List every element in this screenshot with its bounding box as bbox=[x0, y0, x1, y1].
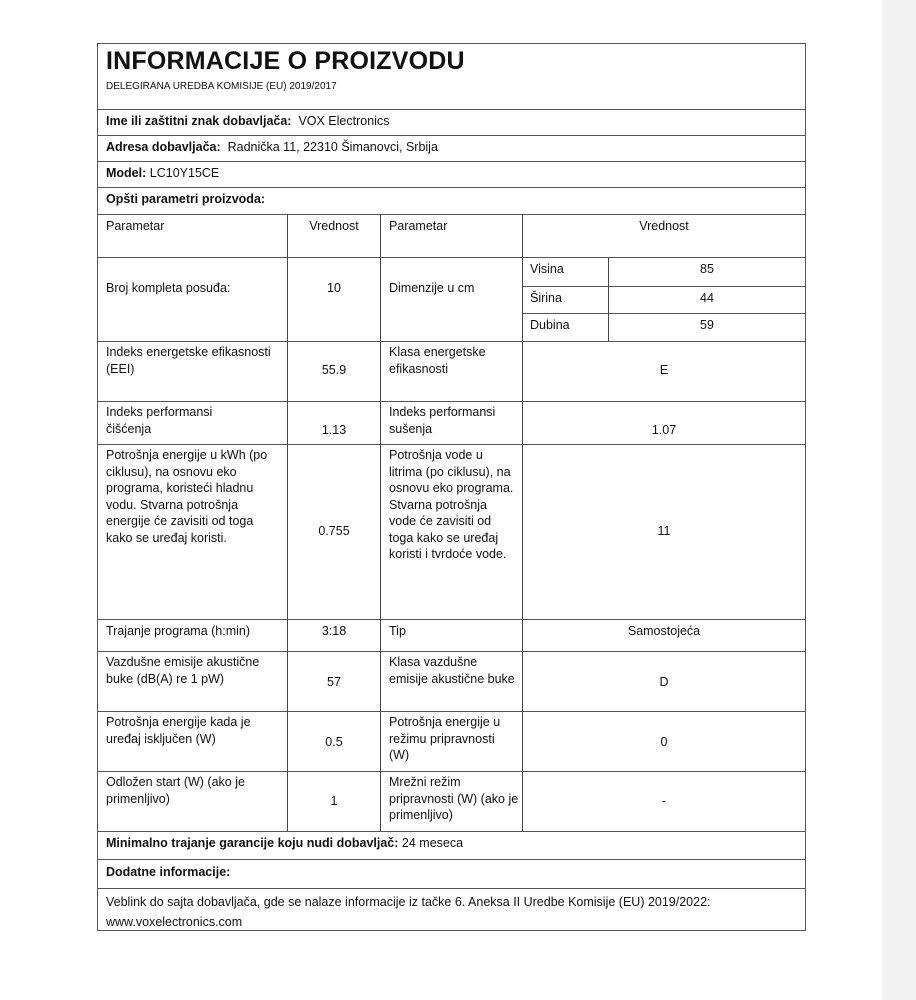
weblink-row bbox=[106, 892, 746, 932]
model-row bbox=[106, 165, 801, 182]
page-margin-strip bbox=[882, 0, 916, 1000]
value-standby-power: 0 bbox=[660, 735, 668, 749]
value-type: Samostojeća bbox=[627, 624, 701, 638]
param-program-duration: Trajanje programa (h:min) bbox=[106, 624, 251, 638]
product-information-sheet bbox=[97, 43, 806, 931]
value-cleaning-index: 1.13 bbox=[321, 423, 347, 437]
warranty-row bbox=[106, 835, 801, 852]
value-noise-emission: 57 bbox=[327, 675, 341, 689]
model-label: Model: bbox=[106, 166, 147, 180]
page-title: INFORMACIJE O PROIZVODU bbox=[106, 47, 465, 75]
weblink-text: Veblink do sajta dobavljača, gde se nalaze informacije iz tačke 6. Aneksa II Uredbe Komisije (EU) 2019/2022: bbox=[106, 895, 711, 909]
address-row bbox=[106, 139, 801, 156]
param-eei: Indeks energetske efikasnosti (EEI) bbox=[106, 345, 271, 376]
param-noise-class: Klasa vazdušne emisije akustične buke bbox=[389, 655, 515, 686]
param-off-mode-power: Potrošnja energije kada je uređaj isključen (W) bbox=[106, 715, 251, 746]
address-label: Adresa dobavljača: bbox=[106, 140, 221, 154]
value-networked-standby: - bbox=[661, 794, 667, 808]
value-water-consumption: 11 bbox=[657, 524, 671, 538]
param-dimensions: Dimenzije u cm bbox=[389, 281, 475, 295]
supplier-value: VOX Electronics bbox=[298, 114, 390, 128]
param-drying-index: Indeks performansi sušenja bbox=[389, 405, 496, 436]
additional-info-label: Dodatne informacije: bbox=[106, 865, 231, 879]
header-parametar-1: Parametar bbox=[106, 219, 165, 233]
param-energy-consumption: Potrošnja energije u kWh (po ciklusu), na osnovu eko programa, koristeći hladnu vodu. Stvarna potrošnja energije će zavisiti od toga kako se uređaj koristi. bbox=[106, 448, 268, 545]
param-energy-class: Klasa energetske efikasnosti bbox=[389, 345, 486, 376]
value-eei: 55.9 bbox=[321, 363, 347, 377]
warranty-label: Minimalno trajanje garancije koju nudi dobavljač: bbox=[106, 836, 399, 850]
param-delay-start: Odložen start (W) (ako je primenljivo) bbox=[106, 775, 245, 806]
param-noise-emission: Vazdušne emisije akustične buke (dB(A) re 1 pW) bbox=[106, 655, 260, 686]
param-cleaning-index: Indeks performansi čišćenja bbox=[106, 405, 213, 436]
value-energy-consumption: 0.755 bbox=[318, 524, 350, 538]
param-dish-sets: Broj kompleta posuđa: bbox=[106, 281, 231, 295]
dim-height-label: Visina bbox=[530, 262, 564, 276]
warranty-value: 24 meseca bbox=[401, 836, 464, 850]
header-vrednost-1: Vrednost bbox=[309, 219, 359, 233]
dim-depth-label: Dubina bbox=[530, 318, 570, 332]
param-networked-standby: Mrežni režim pripravnosti (W) (ako je primenljivo) bbox=[389, 775, 519, 822]
value-noise-class: D bbox=[659, 675, 669, 689]
supplier-website-link[interactable]: www.voxelectronics.com bbox=[106, 915, 243, 929]
dim-depth-value: 59 bbox=[700, 318, 714, 332]
dim-width-value: 44 bbox=[700, 291, 714, 305]
param-water-consumption: Potrošnja vode u litrima (po ciklusu), na osnovu eko programa. Stvarna potrošnja vode će zavisiti od toga kako se uređaj koristi i tvrdoće vode. bbox=[389, 448, 514, 561]
general-params-label: Opšti parametri proizvoda: bbox=[106, 192, 266, 206]
param-standby-power: Potrošnja energije u režimu pripravnosti (W) bbox=[389, 715, 501, 762]
address-value: Radnička 11, 22310 Šimanovci, Srbija bbox=[227, 140, 438, 154]
value-program-duration: 3:18 bbox=[321, 624, 347, 638]
regulation-subtitle: DELEGIRANA UREDBA KOMISIJE (EU) 2019/2017 bbox=[106, 81, 337, 92]
supplier-label: Ime ili zaštitni znak dobavljača: bbox=[106, 114, 292, 128]
dim-width-label: Širina bbox=[530, 291, 562, 305]
value-delay-start: 1 bbox=[330, 794, 338, 808]
supplier-row bbox=[106, 113, 801, 130]
value-drying-index: 1.07 bbox=[651, 423, 677, 437]
dim-height-value: 85 bbox=[700, 262, 714, 276]
param-type: Tip bbox=[389, 624, 406, 638]
value-off-mode-power: 0.5 bbox=[325, 735, 343, 749]
value-energy-class: E bbox=[659, 363, 669, 377]
model-value: LC10Y15CE bbox=[149, 166, 220, 180]
header-vrednost-2: Vrednost bbox=[639, 219, 689, 233]
header-parametar-2: Parametar bbox=[389, 219, 448, 233]
value-dish-sets: 10 bbox=[327, 281, 341, 295]
